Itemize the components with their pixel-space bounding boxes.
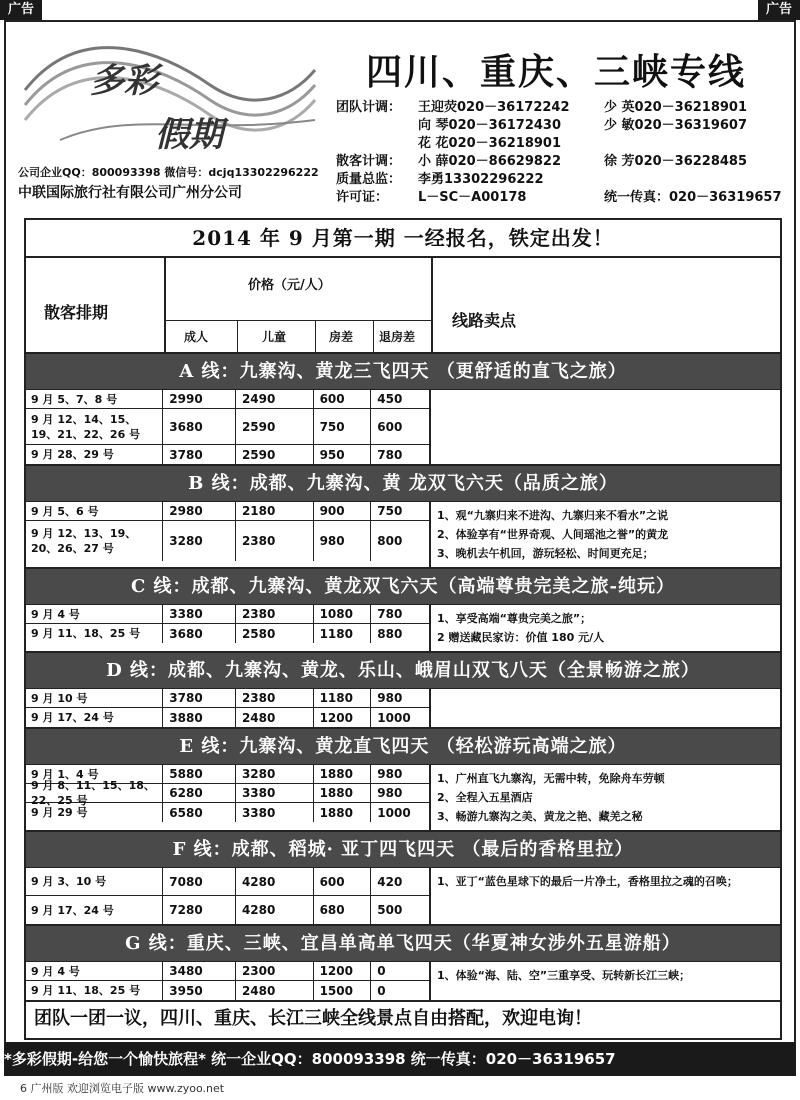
room-diff-cell: 1200 (314, 708, 372, 727)
room-refund-cell: 880 (377, 626, 403, 641)
room-diff-cell: 950 (314, 445, 372, 464)
adult-price-cell: 2990 (163, 390, 236, 408)
date-cell: 9 月 1、4 号 (26, 765, 163, 783)
slogan-bar: *多彩假期-给您一个愉快旅程* 统一企业QQ：800093398 统一传真：020－36319657 (4, 1042, 796, 1076)
child-price-cell: 3380 (236, 784, 314, 802)
table-row (26, 502, 429, 521)
adult-price-cell: 3280 (163, 521, 236, 561)
route-title: F 线：成都、稻城· 亚丁四飞四天 （最后的香格里拉） (26, 832, 780, 868)
room-diff-cell: 600 (314, 868, 372, 895)
room-refund-cell: 980 (377, 786, 403, 800)
child-price-cell: 2480 (236, 981, 314, 1000)
date-cell: 9 月 4 号 (26, 605, 163, 623)
date-cell: 9 月 8、11、15、18、22、25 号 (26, 784, 163, 802)
date-cell: 9 月 29 号 (26, 803, 163, 822)
child-price-cell: 2580 (236, 624, 314, 643)
child-price-cell: 4280 (236, 896, 314, 924)
contact-row (336, 150, 747, 169)
route-body (26, 502, 780, 569)
adult-price-cell: 6280 (163, 784, 236, 802)
table-row (26, 803, 429, 822)
adult-price-cell: 3680 (163, 624, 236, 643)
route-title: E 线：九寨沟、黄龙直飞四天 （轻松游玩高端之旅） (26, 729, 780, 765)
logo-line1: 多彩 (90, 61, 158, 101)
date-cell: 9 月 11、18、25 号 (26, 624, 163, 643)
company-ids: 公司企业QQ：800093398 微信号：dcjq13302296222 (18, 166, 319, 179)
room-diff-cell: 1880 (314, 803, 372, 822)
date-cell: 9 月 17、24 号 (26, 708, 163, 727)
adult-price-cell: 3880 (163, 708, 236, 727)
date-cell: 9 月 12、13、19、20、26、27 号 (26, 521, 163, 561)
room-diff-cell: 680 (314, 896, 372, 924)
schedule-banner: 2014 年 9 月第一期 一经报名，铁定出发！ (26, 220, 780, 258)
child-price-cell: 2380 (236, 521, 314, 561)
footer-note: 团队一团一议，四川、重庆、长江三峡全线景点自由搭配，欢迎电询！ (34, 1008, 592, 1029)
date-cell: 9 月 11、18、25 号 (26, 981, 163, 1000)
adult-price-cell: 3680 (163, 409, 236, 444)
room-refund-cell: 800 (377, 534, 403, 548)
room-diff-cell: 1200 (314, 962, 372, 980)
selling-points (431, 868, 780, 924)
adult-price-cell: 3380 (163, 605, 236, 623)
child-price-cell: 3380 (236, 803, 314, 822)
col-schedule: 散客排期 (44, 303, 109, 322)
selling-point: 1、观“九寨归来不进沟、九寨归来不看水”之说 (437, 509, 669, 522)
room-diff-cell: 600 (314, 390, 372, 408)
col-adult: 成人 (184, 330, 209, 344)
table-row (26, 868, 429, 896)
route-title: C 线：成都、九寨沟、黄龙双飞六天（高端尊贵完美之旅-纯玩） (26, 569, 780, 605)
contact-name: L－SC－A00178 (418, 190, 527, 205)
col-price: 价格（元/人） (248, 278, 331, 293)
selling-point: 1、广州直飞九寨沟，无需中转，免除舟车劳顿 (437, 772, 665, 785)
selling-points (431, 689, 780, 727)
room-diff-cell: 1880 (314, 765, 372, 783)
room-refund-cell: 500 (377, 903, 403, 917)
contact-label: 许可证： (336, 190, 389, 205)
col-room-refund: 退房差 (379, 330, 416, 344)
column-header (26, 258, 780, 354)
date-cell: 9 月 3、10 号 (26, 868, 163, 895)
contact-name: 王迎荧020－36172242 (418, 100, 570, 115)
date-cell: 9 月 5、6 号 (26, 502, 163, 520)
contact-name-2: 统一传真：020－36319657 (604, 190, 782, 205)
selling-point: 1、亚丁“蓝色星球下的最后一片净土，香格里拉之魂的召唤； (437, 875, 738, 888)
table-row (26, 708, 429, 727)
contact-label: 散客计调： (336, 154, 402, 169)
room-refund-cell: 780 (377, 607, 403, 621)
selling-point: 2、体验享有“世界奇观、人间瑶池之誉”的黄龙 (437, 528, 669, 541)
headline: 四川、重庆、三峡专线 (366, 51, 747, 93)
adult-price-cell: 7080 (163, 868, 236, 895)
room-diff-cell: 980 (314, 521, 372, 561)
routes (26, 354, 780, 1002)
date-cell: 9 月 4 号 (26, 962, 163, 980)
route-body (26, 390, 780, 466)
contact-label: 质量总监： (336, 172, 402, 187)
child-price-cell: 2300 (236, 962, 314, 980)
route-title: A 线：九寨沟、黄龙三飞四天 （更舒适的直飞之旅） (26, 354, 780, 390)
company-name: 中联国际旅行社有限公司广州分公司 (18, 185, 242, 201)
contact-name: 花 花020－36218901 (418, 136, 562, 151)
selling-points (431, 962, 780, 1000)
contact-row (336, 114, 747, 133)
table-row (26, 624, 429, 643)
table-row (26, 390, 429, 409)
child-price-cell: 2180 (236, 502, 314, 520)
selling-point: 2 赠送藏民家访：价值 180 元/人 (437, 631, 605, 644)
child-price-cell: 4280 (236, 868, 314, 895)
contact-name: 小 薛020－86629822 (418, 154, 562, 169)
room-refund-cell: 600 (377, 419, 403, 434)
room-diff-cell: 900 (314, 502, 372, 520)
child-price-cell: 3280 (236, 765, 314, 783)
page-footer: 6 广州版 欢迎浏览电子版 www.zyoo.net (20, 1082, 225, 1095)
selling-points (431, 390, 780, 464)
selling-point: 1、体验“海、陆、空”三重享受、玩转新长江三峡； (437, 969, 691, 982)
adult-price-cell: 6580 (163, 803, 236, 822)
contact-name: 李勇13302296222 (418, 172, 544, 187)
room-refund-cell: 980 (377, 691, 403, 705)
room-refund-cell: 0 (377, 983, 386, 998)
table-row (26, 409, 429, 445)
route-body (26, 689, 780, 729)
room-diff-cell: 1080 (314, 605, 372, 623)
contact-name-2: 少 英020－36218901 (604, 100, 748, 115)
room-refund-cell: 980 (377, 767, 403, 781)
schedule-table (24, 218, 782, 1040)
room-refund-cell: 420 (377, 874, 403, 889)
room-refund-cell: 1000 (377, 710, 411, 725)
date-cell: 9 月 5、7、8 号 (26, 390, 163, 408)
adult-price-cell: 2980 (163, 502, 236, 520)
room-refund-cell: 450 (377, 392, 403, 406)
child-price-cell: 2590 (236, 445, 314, 464)
route-body (26, 868, 780, 926)
room-refund-cell: 0 (377, 964, 386, 978)
route-title: G 线：重庆、三峡、宜昌单高单飞四天（华夏神女涉外五星游船） (26, 926, 780, 962)
contact-row (336, 168, 604, 187)
date-cell: 9 月 28、29 号 (26, 445, 163, 464)
date-cell: 9 月 12、14、15、19、21、22、26 号 (26, 409, 163, 444)
room-diff-cell: 1180 (314, 689, 372, 707)
selling-point: 1、享受高端“尊贵完美之旅”； (437, 612, 592, 625)
table-row (26, 981, 429, 1000)
room-diff-cell: 750 (314, 409, 372, 444)
contact-row (336, 132, 604, 151)
adult-price-cell: 3480 (163, 962, 236, 980)
child-price-cell: 2590 (236, 409, 314, 444)
logo-line2: 假期 (155, 115, 223, 155)
room-refund-cell: 780 (377, 447, 403, 462)
route-body (26, 765, 780, 832)
date-cell: 9 月 17、24 号 (26, 896, 163, 924)
table-row (26, 689, 429, 708)
date-cell: 9 月 10 号 (26, 689, 163, 707)
room-diff-cell: 1500 (314, 981, 372, 1000)
table-row (26, 896, 429, 924)
table-row (26, 605, 429, 624)
contact-name-2: 少 敏020－36319607 (604, 118, 748, 133)
adult-price-cell: 3780 (163, 689, 236, 707)
table-row (26, 962, 429, 981)
col-child: 儿童 (262, 330, 287, 344)
room-refund-cell: 750 (377, 504, 403, 518)
table-row (26, 779, 429, 807)
room-diff-cell: 1180 (314, 624, 372, 643)
ad-tag-left: 广告 (0, 0, 42, 20)
selling-point: 3、晚机去午机回，游玩轻松、时间更充足； (437, 547, 654, 560)
adult-price-cell: 7280 (163, 896, 236, 924)
contact-name-2: 徐 芳020－36228485 (604, 154, 748, 169)
route-body (26, 605, 780, 653)
selling-points (431, 605, 780, 651)
child-price-cell: 2480 (236, 708, 314, 727)
contact-name: 向 琴020－36172430 (418, 118, 562, 133)
route-title: D 线：成都、九寨沟、黄龙、乐山、峨眉山双飞八天（全景畅游之旅） (26, 653, 780, 689)
table-row (26, 521, 429, 561)
contact-label: 团队计调： (336, 100, 402, 115)
route-body (26, 962, 780, 1002)
child-price-cell: 2490 (236, 390, 314, 408)
adult-price-cell: 3780 (163, 445, 236, 464)
col-room-diff: 房差 (329, 330, 354, 344)
header (6, 22, 794, 204)
contact-row (336, 186, 782, 205)
col-selling-points: 线路卖点 (452, 311, 517, 330)
contact-row (336, 96, 747, 115)
selling-point: 3、畅游九寨沟之美、黄龙之艳、藏羌之秘 (437, 810, 643, 823)
room-refund-cell: 1000 (377, 805, 411, 820)
room-diff-cell: 1880 (314, 784, 372, 802)
selling-points (431, 502, 780, 567)
ad-tag-right: 广告 (758, 0, 800, 20)
adult-price-cell: 5880 (163, 765, 236, 783)
selling-point: 2、全程入五星酒店 (437, 791, 533, 804)
adult-price-cell: 3950 (163, 981, 236, 1000)
table-row (26, 445, 429, 464)
child-price-cell: 2380 (236, 689, 314, 707)
route-title: B 线：成都、九寨沟、黄 龙双飞六天（品质之旅） (26, 466, 780, 502)
advert-page (4, 20, 796, 1060)
selling-points (431, 765, 780, 830)
child-price-cell: 2380 (236, 605, 314, 623)
logo (20, 30, 320, 158)
